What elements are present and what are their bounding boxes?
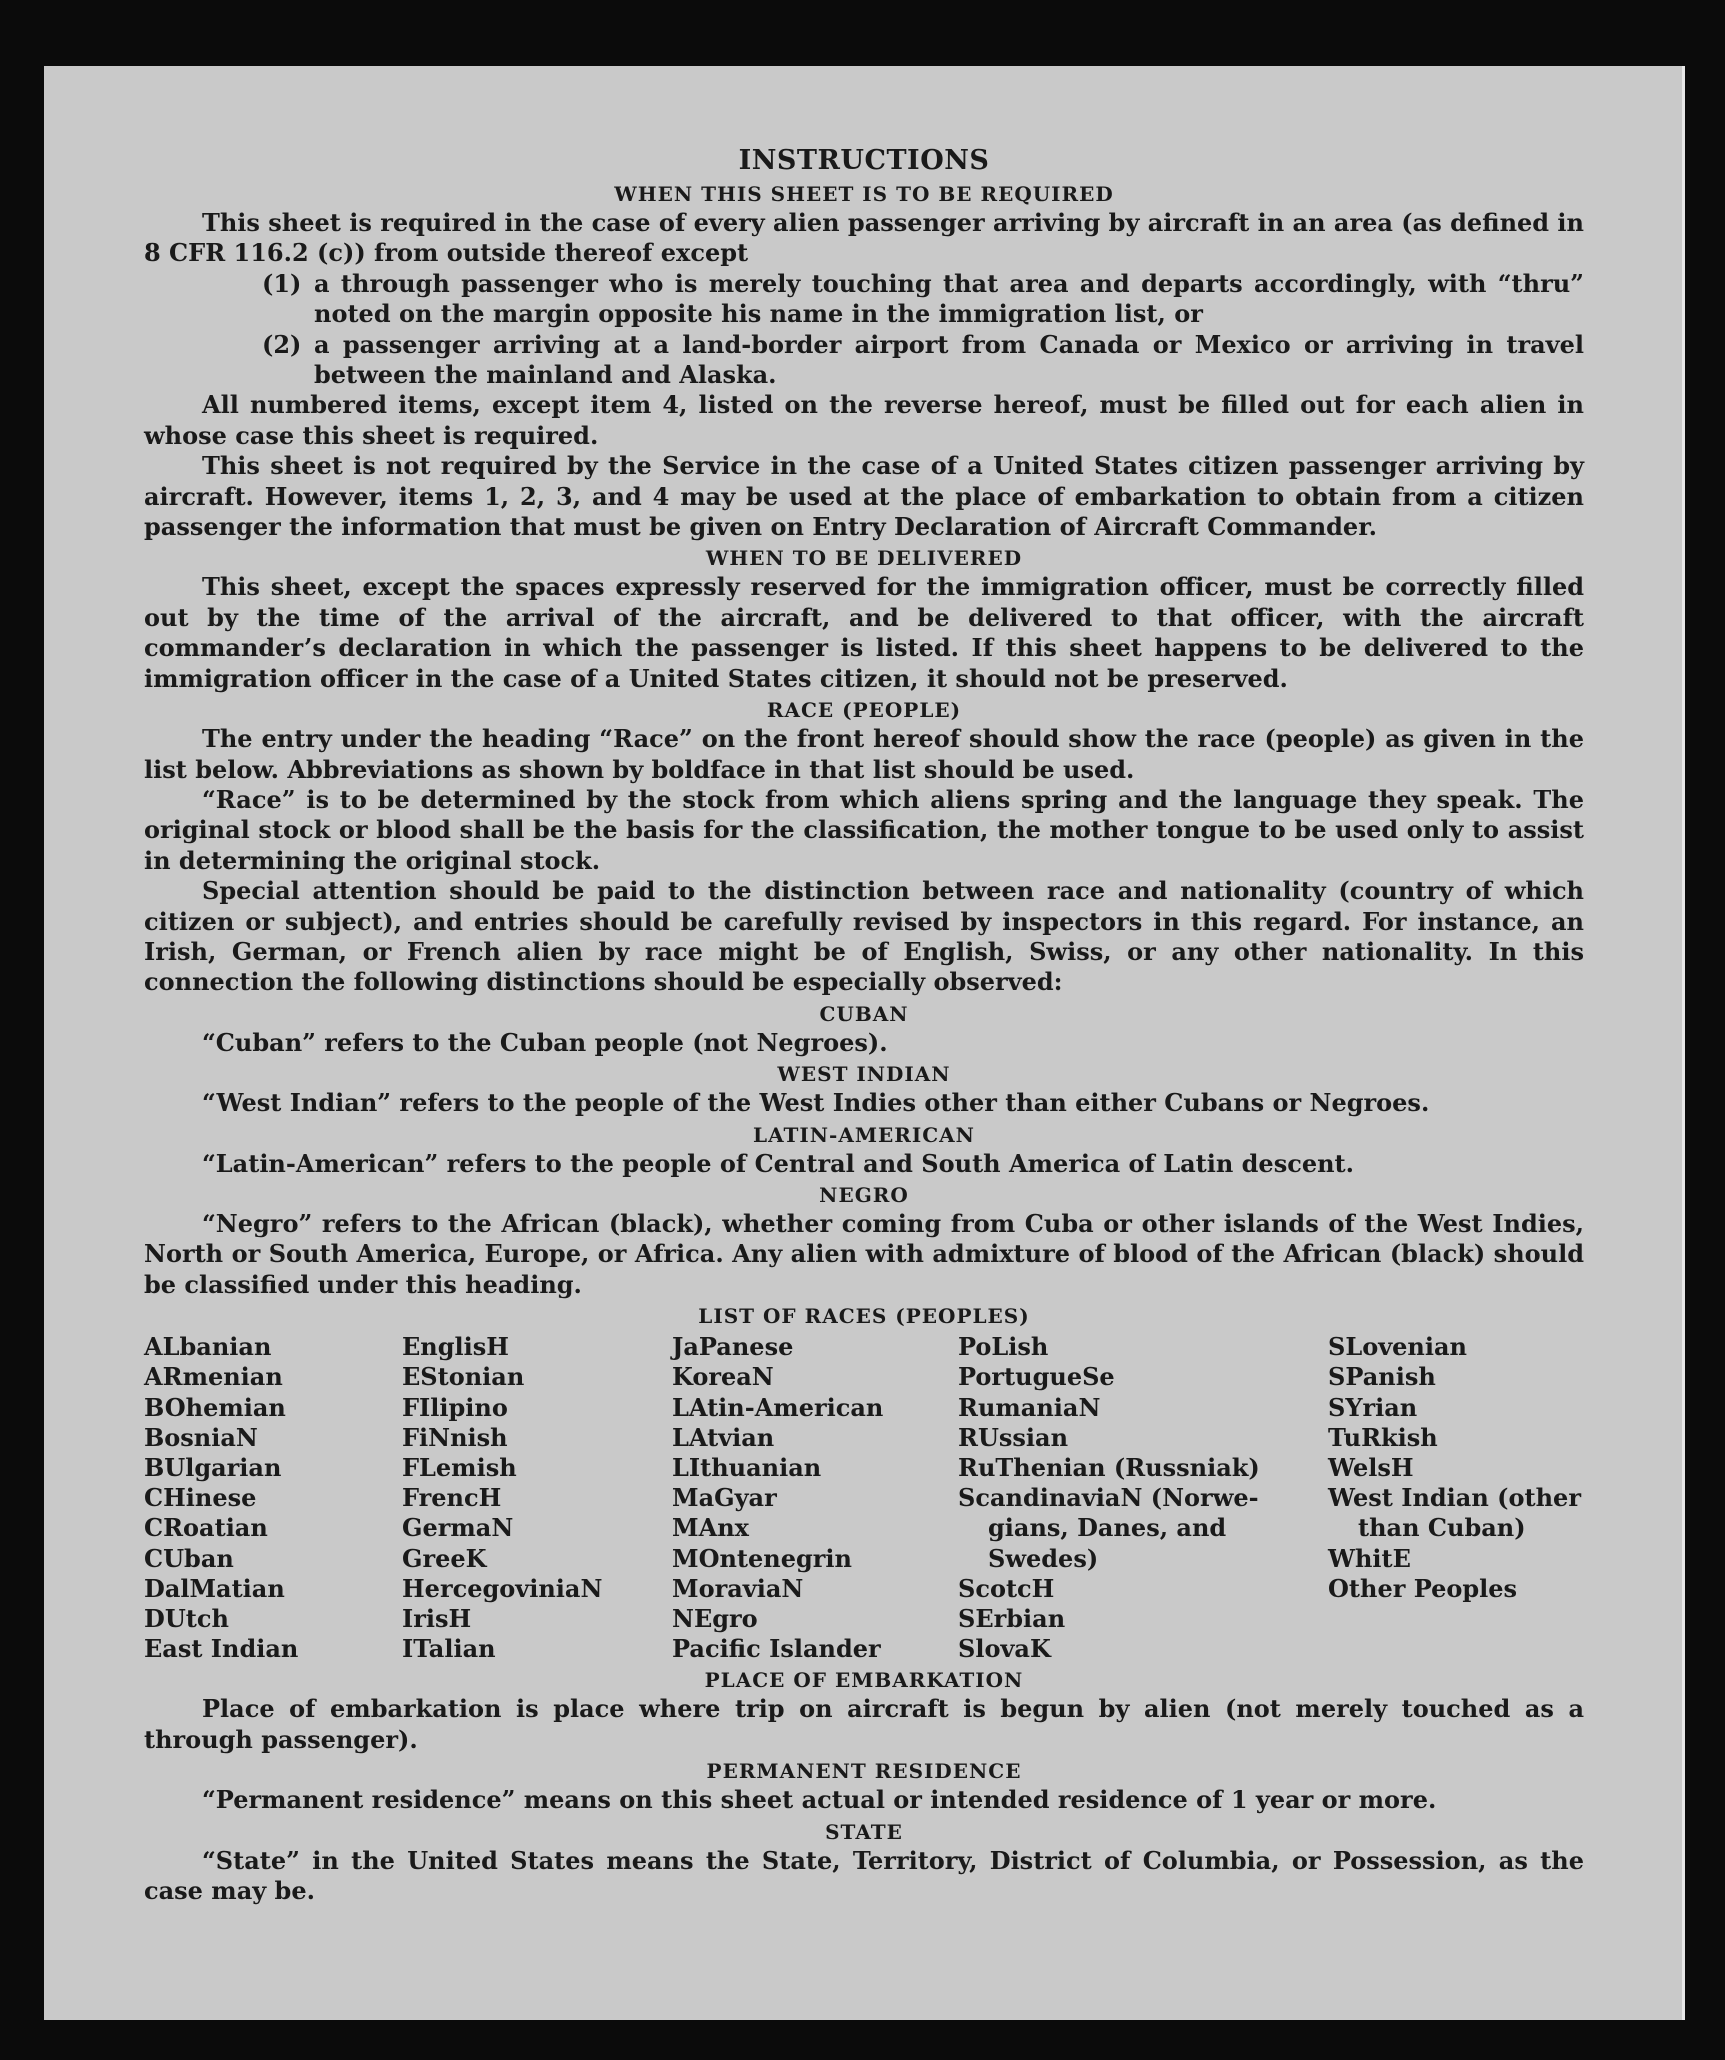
race-entry: CRoatian [144, 1513, 268, 1543]
race-entry: DalMatian [144, 1573, 285, 1603]
race-entry: IrisH [402, 1604, 472, 1634]
item-number: (1) [262, 268, 302, 298]
race-entry: PortugueSe [958, 1362, 1115, 1392]
race-entry: ScotcH [958, 1573, 1055, 1603]
race-entry: WhitE [1328, 1543, 1411, 1573]
race-entry: Pacific Islander [672, 1634, 881, 1664]
race-entry: Other Peoples [1328, 1573, 1518, 1603]
paragraph: “Latin-American” refers to the people of Central and South America of Latin descent. [202, 1148, 1354, 1178]
race-entry: LIthuanian [672, 1453, 822, 1482]
race-entry: WelsH [1328, 1453, 1414, 1482]
heading-west-indian: WEST INDIAN [777, 1062, 951, 1087]
paragraph: Place of embarkation is place where trip on aircraft is begun by alien (not merely touched as a through passenger). [144, 1694, 1584, 1754]
race-entry: SErbian [958, 1604, 1066, 1634]
list-item [144, 269, 1584, 330]
race-entry: NEgro [672, 1604, 758, 1634]
heading-when-delivered: WHEN TO BE DELIVERED [705, 546, 1023, 571]
race-entry: TuRkish [1328, 1422, 1438, 1452]
race-entry: ITalian [402, 1634, 496, 1664]
race-entry: FLemish [402, 1453, 517, 1482]
paragraph: All numbered items, except item 4, listed on the reverse hereof, must be filled out for each alien in whose case this sheet is required. [144, 390, 1584, 450]
race-entry: RUssian [958, 1422, 1069, 1452]
paragraph: Special attention should be paid to the distinction between race and nationality (country of which citizen or subject), and entries should be carefully revised by inspectors in this regard. For instance, an Irish, German, or French alien by race might be of English, Swiss, or any other nationality. In this connection the following distinctions should be especially observed: [144, 876, 1584, 997]
race-entry: MOntenegrin [672, 1543, 852, 1573]
paragraph: This sheet, except the spaces expressly reserved for the immigration officer, must be correctly filled out by the time of the arrival of the aircraft, and be delivered to that officer, with the aircraft commander’s declaration in which the passenger is listed. If this sheet happens to be delivered to the immigration officer in the case of a United States citizen, it should not be preserved. [144, 572, 1584, 693]
race-entry: KoreaN [672, 1362, 774, 1392]
race-entry: ARmenian [144, 1362, 283, 1392]
list-item [144, 330, 1584, 391]
paragraph: This sheet is required in the case of every alien passenger arriving by aircraft in an area (as defined in 8 CFR 116.2 (c)) from outside thereof except [144, 208, 1584, 268]
race-entry: GreeK [402, 1543, 487, 1573]
race-entry: FIlipino [402, 1392, 508, 1422]
paragraph: “Permanent residence” means on this sheet actual or intended residence of 1 year or more. [202, 1785, 1437, 1815]
race-entry: SPanish [1328, 1362, 1436, 1392]
race-entry: RumaniaN [958, 1392, 1101, 1422]
heading-latin-american: LATIN-AMERICAN [753, 1122, 975, 1147]
item-number: (2) [262, 329, 302, 359]
race-entry: SYrian [1328, 1392, 1418, 1422]
races-list [144, 1332, 1584, 1664]
race-entry: GermaN [402, 1513, 514, 1543]
race-entry: FrencH [402, 1483, 502, 1513]
race-entry: ScandinaviaN (Norwe- [958, 1483, 1259, 1513]
heading-cuban: CUBAN [819, 1001, 909, 1026]
heading-list-of-races: LIST OF RACES (PEOPLES) [698, 1304, 1030, 1329]
race-entry: MoraviaN [672, 1573, 804, 1603]
races-column [672, 1332, 958, 1664]
heading-race: RACE (PEOPLE) [766, 698, 962, 723]
race-entry: MAnx [672, 1513, 749, 1543]
race-entry: FiNnish [402, 1422, 508, 1452]
races-column [958, 1332, 1328, 1664]
race-entry: PoLish [958, 1332, 1049, 1362]
paragraph: “State” in the United States means the State, Territory, District of Columbia, or Possession, as the case may be. [144, 1845, 1584, 1906]
race-entry: CUban [144, 1543, 234, 1573]
page-title: INSTRUCTIONS [738, 145, 990, 176]
races-column [402, 1332, 672, 1664]
race-entry: LAtin-American [672, 1392, 884, 1422]
race-entry: BUlgarian [144, 1453, 282, 1482]
race-entry: East Indian [144, 1634, 299, 1664]
item-text: a through passenger who is merely touching that area and departs accordingly, with “thru” noted on the margin opposite his name in the immigration list, or [314, 268, 1584, 329]
paragraph: This sheet is not required by the Service in the case of a United States citizen passenger arriving by aircraft. However, items 1, 2, 3, and 4 may be used at the place of embarkation to obtain from a citizen passenger the information that must be given on Entry Declaration of Aircraft Commander. [144, 451, 1584, 542]
race-entry: HercegoviniaN [402, 1573, 603, 1603]
race-entry: CHinese [144, 1483, 257, 1513]
race-entry-continued: gians, Danes, and [988, 1513, 1227, 1543]
race-entry: EStonian [402, 1362, 525, 1392]
race-entry: BOhemian [144, 1392, 286, 1422]
race-entry-continued: Swedes) [988, 1543, 1099, 1573]
races-column [144, 1332, 402, 1664]
race-entry: EnglisH [402, 1332, 509, 1362]
heading-state: STATE [825, 1819, 903, 1844]
race-entry: SLovenian [1328, 1332, 1467, 1362]
paragraph: “Cuban” refers to the Cuban people (not Negroes). [202, 1027, 888, 1057]
race-entry: West Indian (other [1328, 1483, 1581, 1513]
races-column [1328, 1332, 1584, 1664]
paragraph: “Race” is to be determined by the stock from which aliens spring and the language they speak. The original stock or blood shall be the basis for the classification, the mother tongue to be used only to assist in determining the original stock. [144, 784, 1584, 875]
item-text: a passenger arriving at a land-border airport from Canada or Mexico or arriving in travel between the mainland and Alaska. [314, 329, 1584, 390]
paragraph: “Negro” refers to the African (black), whether coming from Cuba or other islands of the West Indies, North or South America, Europe, or Africa. Any alien with admixture of blood of the African (black) should be classified under this heading. [144, 1208, 1584, 1299]
race-entry: DUtch [144, 1604, 229, 1634]
instructions-body [144, 144, 1584, 1906]
race-entry: RuThenian (Russniak) [958, 1453, 1260, 1482]
race-entry: MaGyar [672, 1483, 777, 1513]
heading-when-required: WHEN THIS SHEET IS TO BE REQUIRED [614, 182, 1114, 206]
heading-permanent-residence: PERMANENT RESIDENCE [706, 1759, 1022, 1784]
race-entry: LAtvian [672, 1422, 775, 1452]
race-entry: ALbanian [144, 1332, 272, 1362]
paragraph: The entry under the heading “Race” on the front hereof should show the race (people) as given in the list below. Abbreviations as shown by boldface in that list should be used. [144, 724, 1584, 784]
document-sheet [44, 66, 1685, 2020]
race-entry: BosniaN [144, 1422, 258, 1452]
race-entry: SlovaK [958, 1634, 1051, 1664]
paragraph: “West Indian” refers to the people of the West Indies other than either Cubans or Negroes. [202, 1088, 1430, 1118]
race-entry-continued: than Cuban) [1358, 1513, 1526, 1543]
heading-negro: NEGRO [819, 1182, 909, 1207]
race-entry: JaPanese [672, 1332, 794, 1362]
heading-place-of-embarkation: PLACE OF EMBARKATION [704, 1668, 1024, 1693]
